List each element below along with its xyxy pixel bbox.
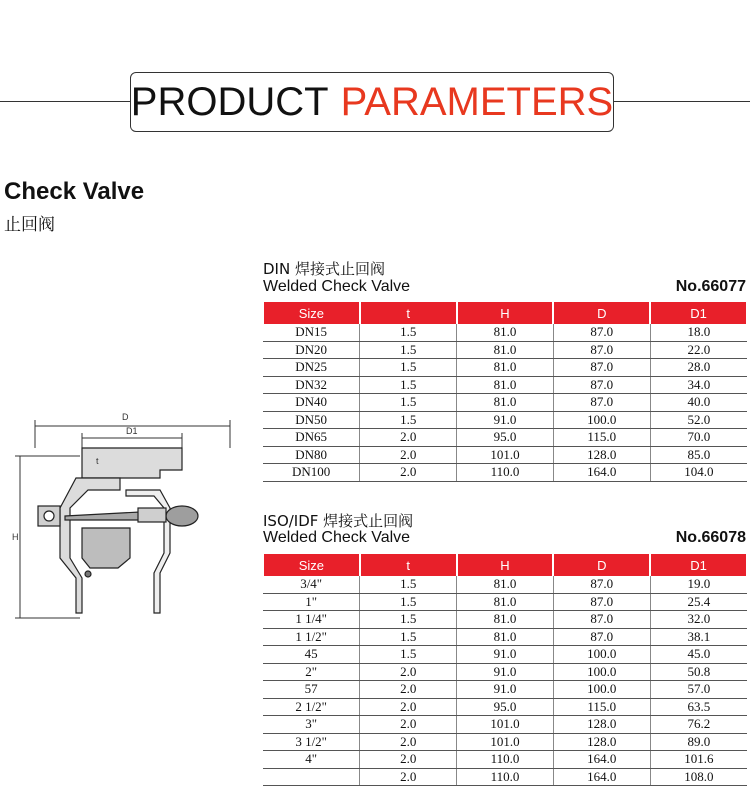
table-cell: 4" xyxy=(263,751,360,769)
table-row xyxy=(263,376,747,394)
table-cell: 25.4 xyxy=(650,593,747,611)
table-cell: 2.0 xyxy=(360,698,457,716)
din-spec-table xyxy=(262,302,748,482)
table-cell: 2 1/2" xyxy=(263,698,360,716)
table-cell: 2.0 xyxy=(360,716,457,734)
table-cell: 2.0 xyxy=(360,751,457,769)
din-title-en: Welded Check Valve xyxy=(263,278,411,295)
table-cell: 81.0 xyxy=(457,576,554,593)
din-header-row xyxy=(263,302,747,324)
table-row xyxy=(263,394,747,412)
iso-title-cn: ISO/IDF 焊接式止回阀 xyxy=(263,512,414,530)
table-cell: 1.5 xyxy=(360,324,457,341)
table-cell: 1.5 xyxy=(360,359,457,377)
table-cell: 57.0 xyxy=(650,681,747,699)
header-rule-left xyxy=(0,101,130,102)
table-cell: 110.0 xyxy=(457,768,554,786)
table-cell: DN65 xyxy=(263,429,360,447)
table-cell: 95.0 xyxy=(457,698,554,716)
table-row xyxy=(263,751,747,769)
iso-header-cell: H xyxy=(457,554,554,576)
iso-header-cell: t xyxy=(360,554,457,576)
table-cell: 1 1/2" xyxy=(263,628,360,646)
table-cell: 87.0 xyxy=(553,359,650,377)
table-cell: 85.0 xyxy=(650,446,747,464)
din-title-cn: DIN 焊接式止回阀 xyxy=(263,260,385,278)
table-cell: 164.0 xyxy=(553,751,650,769)
table-cell: 89.0 xyxy=(650,733,747,751)
banner-word-product: PRODUCT xyxy=(130,79,329,124)
table-cell: 101.0 xyxy=(457,446,554,464)
iso-spec-table xyxy=(262,554,748,786)
table-cell: 3" xyxy=(263,716,360,734)
table-cell: DN15 xyxy=(263,324,360,341)
table-cell: 101.0 xyxy=(457,716,554,734)
table-cell: 81.0 xyxy=(457,611,554,629)
product-title: Check Valve xyxy=(4,178,145,205)
table-row xyxy=(263,411,747,429)
table-row xyxy=(263,768,747,786)
din-header-cell: t xyxy=(360,302,457,324)
table-cell: 110.0 xyxy=(457,751,554,769)
drawing-label-d1: D1 xyxy=(126,426,138,436)
table-cell: 18.0 xyxy=(650,324,747,341)
table-cell: DN32 xyxy=(263,376,360,394)
valve-section-drawing xyxy=(10,408,250,638)
table-cell: 70.0 xyxy=(650,429,747,447)
table-cell: 100.0 xyxy=(553,681,650,699)
table-cell: 81.0 xyxy=(457,628,554,646)
table-cell: 128.0 xyxy=(553,733,650,751)
table-cell: 128.0 xyxy=(553,446,650,464)
table-row xyxy=(263,324,747,341)
table-cell: DN20 xyxy=(263,341,360,359)
table-cell: 91.0 xyxy=(457,663,554,681)
table-cell: 115.0 xyxy=(553,698,650,716)
banner-word-parameters: PARAMETERS xyxy=(340,79,614,124)
table-cell: 87.0 xyxy=(553,394,650,412)
table-row xyxy=(263,663,747,681)
table-cell: 28.0 xyxy=(650,359,747,377)
table-row xyxy=(263,716,747,734)
table-cell: 81.0 xyxy=(457,359,554,377)
table-row xyxy=(263,646,747,664)
table-cell: 81.0 xyxy=(457,341,554,359)
din-header-cell: D xyxy=(553,302,650,324)
table-cell: 2.0 xyxy=(360,446,457,464)
table-cell: 87.0 xyxy=(553,593,650,611)
table-row xyxy=(263,611,747,629)
table-cell: 1.5 xyxy=(360,411,457,429)
table-cell: DN50 xyxy=(263,411,360,429)
table-cell: 3 1/2" xyxy=(263,733,360,751)
table-cell: 22.0 xyxy=(650,341,747,359)
table-cell: 1.5 xyxy=(360,376,457,394)
drawing-label-h: H xyxy=(12,532,19,542)
table-cell: 45.0 xyxy=(650,646,747,664)
table-cell: 57 xyxy=(263,681,360,699)
table-cell: 1.5 xyxy=(360,394,457,412)
table-cell: 87.0 xyxy=(553,628,650,646)
table-cell: 2.0 xyxy=(360,733,457,751)
table-cell: 2.0 xyxy=(360,681,457,699)
table-cell: 1 1/4" xyxy=(263,611,360,629)
table-cell: 101.6 xyxy=(650,751,747,769)
table-cell: 100.0 xyxy=(553,411,650,429)
table-row xyxy=(263,429,747,447)
table-cell: 100.0 xyxy=(553,663,650,681)
table-cell: 87.0 xyxy=(553,376,650,394)
table-cell: DN40 xyxy=(263,394,360,412)
table-row xyxy=(263,576,747,593)
table-cell: 91.0 xyxy=(457,411,554,429)
table-cell: DN80 xyxy=(263,446,360,464)
table-cell: 81.0 xyxy=(457,324,554,341)
table-row xyxy=(263,446,747,464)
table-cell: 91.0 xyxy=(457,646,554,664)
table-cell: 1.5 xyxy=(360,611,457,629)
table-cell: 100.0 xyxy=(553,646,650,664)
header-rule-right xyxy=(614,101,750,102)
table-cell: 38.1 xyxy=(650,628,747,646)
table-cell: 91.0 xyxy=(457,681,554,699)
din-header-cell: D1 xyxy=(650,302,747,324)
iso-header-row xyxy=(263,554,747,576)
table-cell: 2.0 xyxy=(360,663,457,681)
table-cell: 87.0 xyxy=(553,576,650,593)
table-cell: 52.0 xyxy=(650,411,747,429)
table-cell: 95.0 xyxy=(457,429,554,447)
table-cell: 1.5 xyxy=(360,646,457,664)
table-cell: 45 xyxy=(263,646,360,664)
table-cell: 87.0 xyxy=(553,341,650,359)
table-cell: 164.0 xyxy=(553,768,650,786)
table-row xyxy=(263,733,747,751)
table-cell: 87.0 xyxy=(553,611,650,629)
iso-header-cell: D xyxy=(553,554,650,576)
table-cell: 1.5 xyxy=(360,576,457,593)
table-cell: DN25 xyxy=(263,359,360,377)
table-row xyxy=(263,593,747,611)
table-cell: 108.0 xyxy=(650,768,747,786)
product-title-cn: 止回阀 xyxy=(4,215,55,235)
table-cell: 50.8 xyxy=(650,663,747,681)
table-cell: 2" xyxy=(263,663,360,681)
table-row xyxy=(263,341,747,359)
iso-header-cell: D1 xyxy=(650,554,747,576)
table-cell: 63.5 xyxy=(650,698,747,716)
table-row xyxy=(263,681,747,699)
table-cell: 40.0 xyxy=(650,394,747,412)
table-cell: 34.0 xyxy=(650,376,747,394)
table-cell: 32.0 xyxy=(650,611,747,629)
table-cell: 164.0 xyxy=(553,464,650,482)
iso-title-en: Welded Check Valve xyxy=(263,529,411,546)
drawing-label-d: D xyxy=(122,412,129,422)
iso-header-cell: Size xyxy=(263,554,360,576)
drawing-label-t: t xyxy=(96,456,99,466)
page-banner xyxy=(130,72,614,132)
table-cell: 1.5 xyxy=(360,341,457,359)
table-cell: DN100 xyxy=(263,464,360,482)
table-cell: 2.0 xyxy=(360,768,457,786)
table-cell: 128.0 xyxy=(553,716,650,734)
table-cell: 87.0 xyxy=(553,324,650,341)
table-cell: 1" xyxy=(263,593,360,611)
table-row xyxy=(263,359,747,377)
table-cell: 110.0 xyxy=(457,464,554,482)
table-cell: 1.5 xyxy=(360,593,457,611)
table-cell: 81.0 xyxy=(457,593,554,611)
table-cell: 19.0 xyxy=(650,576,747,593)
table-cell: 104.0 xyxy=(650,464,747,482)
din-header-cell: H xyxy=(457,302,554,324)
table-cell: 115.0 xyxy=(553,429,650,447)
table-cell: 3/4" xyxy=(263,576,360,593)
table-cell xyxy=(263,768,360,786)
table-cell: 101.0 xyxy=(457,733,554,751)
din-header-cell: Size xyxy=(263,302,360,324)
table-cell: 76.2 xyxy=(650,716,747,734)
table-row xyxy=(263,464,747,482)
table-cell: 2.0 xyxy=(360,429,457,447)
table-row xyxy=(263,628,747,646)
table-cell: 1.5 xyxy=(360,628,457,646)
din-model-number: No.66077 xyxy=(675,278,746,295)
iso-model-number: No.66078 xyxy=(675,529,746,546)
table-cell: 2.0 xyxy=(360,464,457,482)
table-row xyxy=(263,698,747,716)
table-cell: 81.0 xyxy=(457,376,554,394)
table-cell: 81.0 xyxy=(457,394,554,412)
